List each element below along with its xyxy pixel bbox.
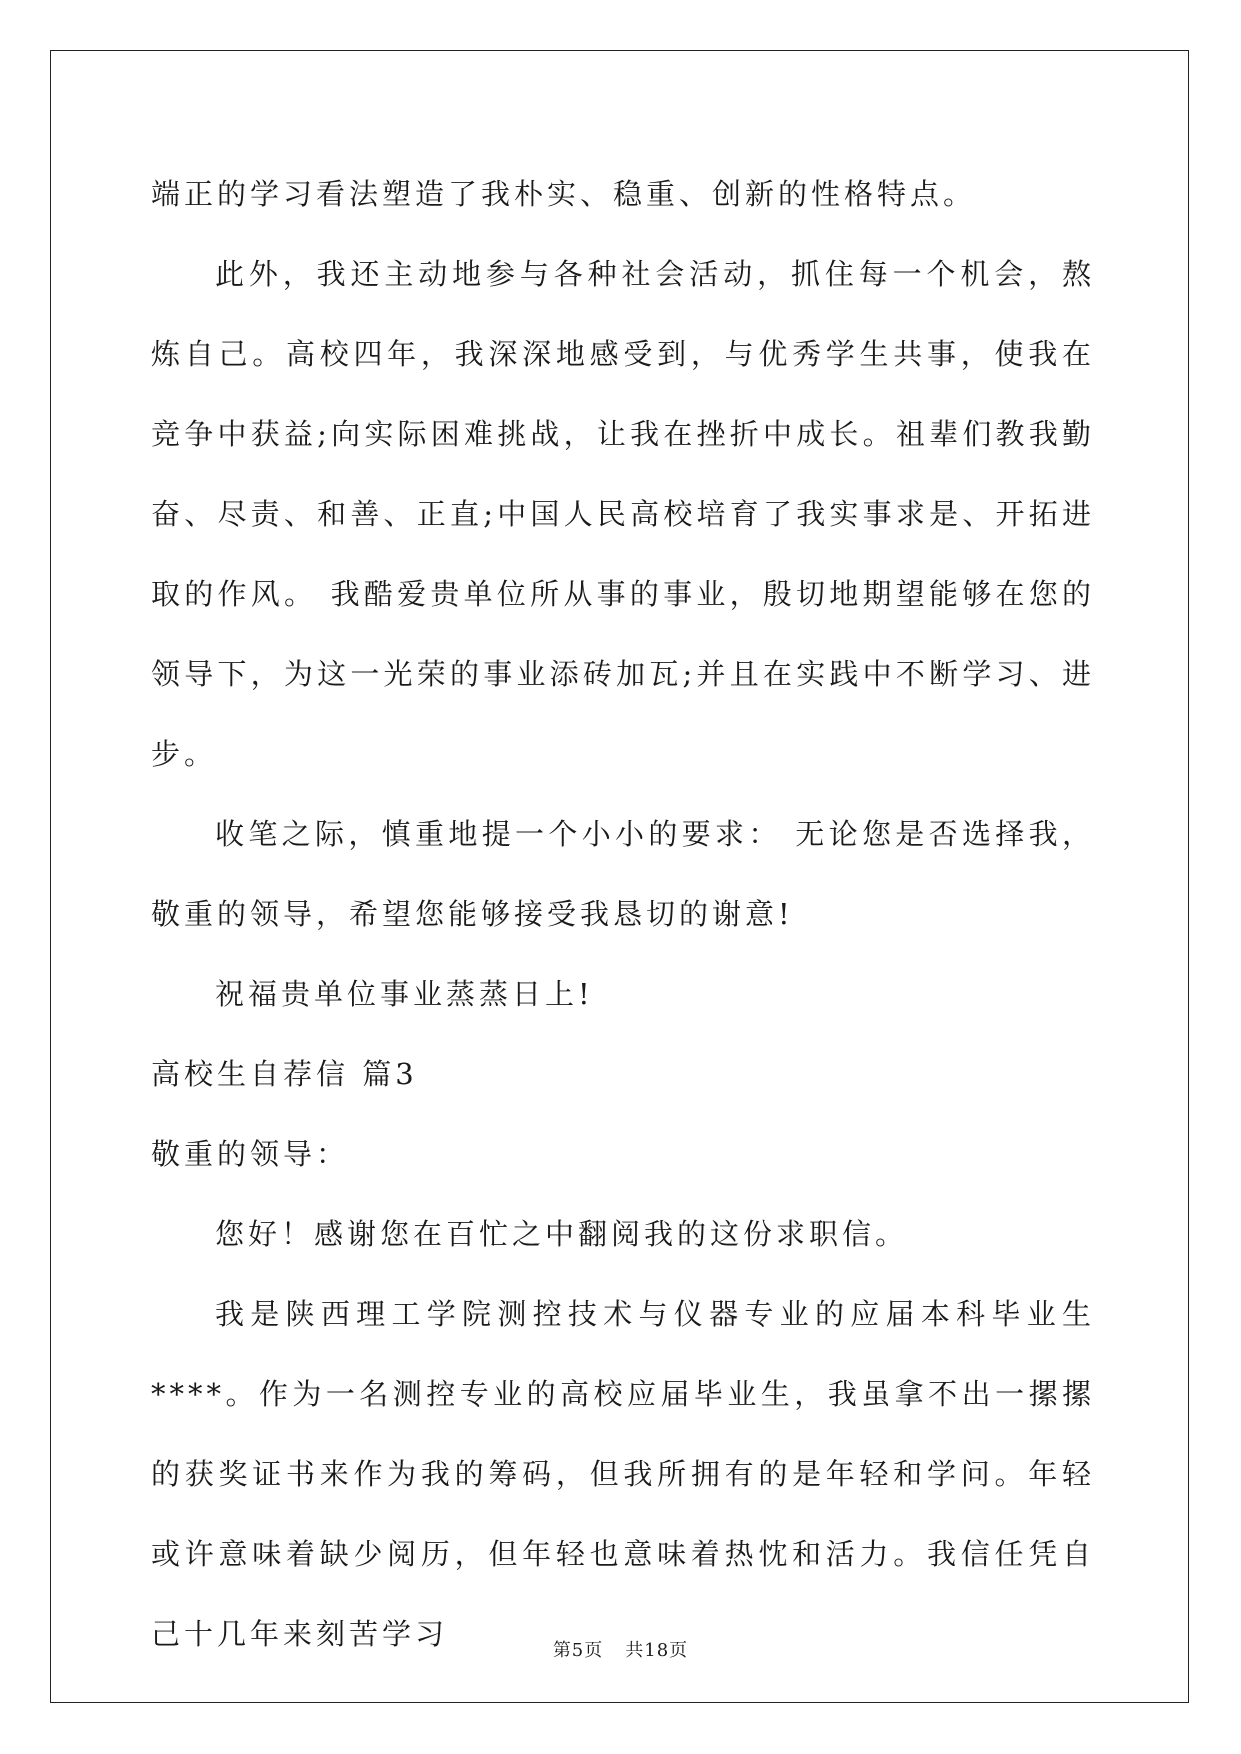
paragraph-4: 祝福贵单位事业蒸蒸日上! — [215, 977, 594, 1011]
paragraph-3: 收笔之际，慎重地提一个小小的要求： 无论您是否选择我，敬重的领导，希望您能够接受我恳切的谢意! — [151, 817, 1095, 931]
page-number: 第5页 — [552, 1640, 604, 1661]
salutation: 敬重的领导： — [151, 1137, 350, 1171]
paragraph-7: 您好！感谢您在百忙之中翻阅我的这份求职信。 — [215, 1217, 909, 1251]
page-total: 共18页 — [625, 1640, 689, 1661]
paragraph-1: 端正的学习看法塑造了我朴实、稳重、创新的性格特点。 — [151, 177, 977, 211]
page-footer — [0, 1636, 1241, 1662]
paragraph-8: 我是陕西理工学院测控技术与仪器专业的应届本科毕业生****。作为一名测控专业的高校应届毕业生，我虽拿不出一摞摞的获奖证书来作为我的筹码，但我所拥有的是年轻和学问。年轻或许意味着缺少阅历，但年轻也意味着热忱和活力。我信任凭自己十几年来刻苦学习 — [151, 1297, 1095, 1651]
letter-body — [151, 154, 1095, 1674]
paragraph-2: 此外，我还主动地参与各种社会活动，抓住每一个机会，熬炼自己。高校四年，我深深地感受到，与优秀学生共事，使我在竞争中获益;向实际困难挑战，让我在挫折中成长。祖辈们教我勤奋、尽责、和善、正直;中国人民高校培育了我实事求是、开拓进取的作风。 我酷爱贵单位所从事的事业，殷切地期望能够在您的领导下，为这一光荣的事业添砖加瓦;并且在实践中不断学习、进步。 — [151, 257, 1095, 771]
section-heading: 高校生自荐信 篇3 — [151, 1057, 418, 1091]
